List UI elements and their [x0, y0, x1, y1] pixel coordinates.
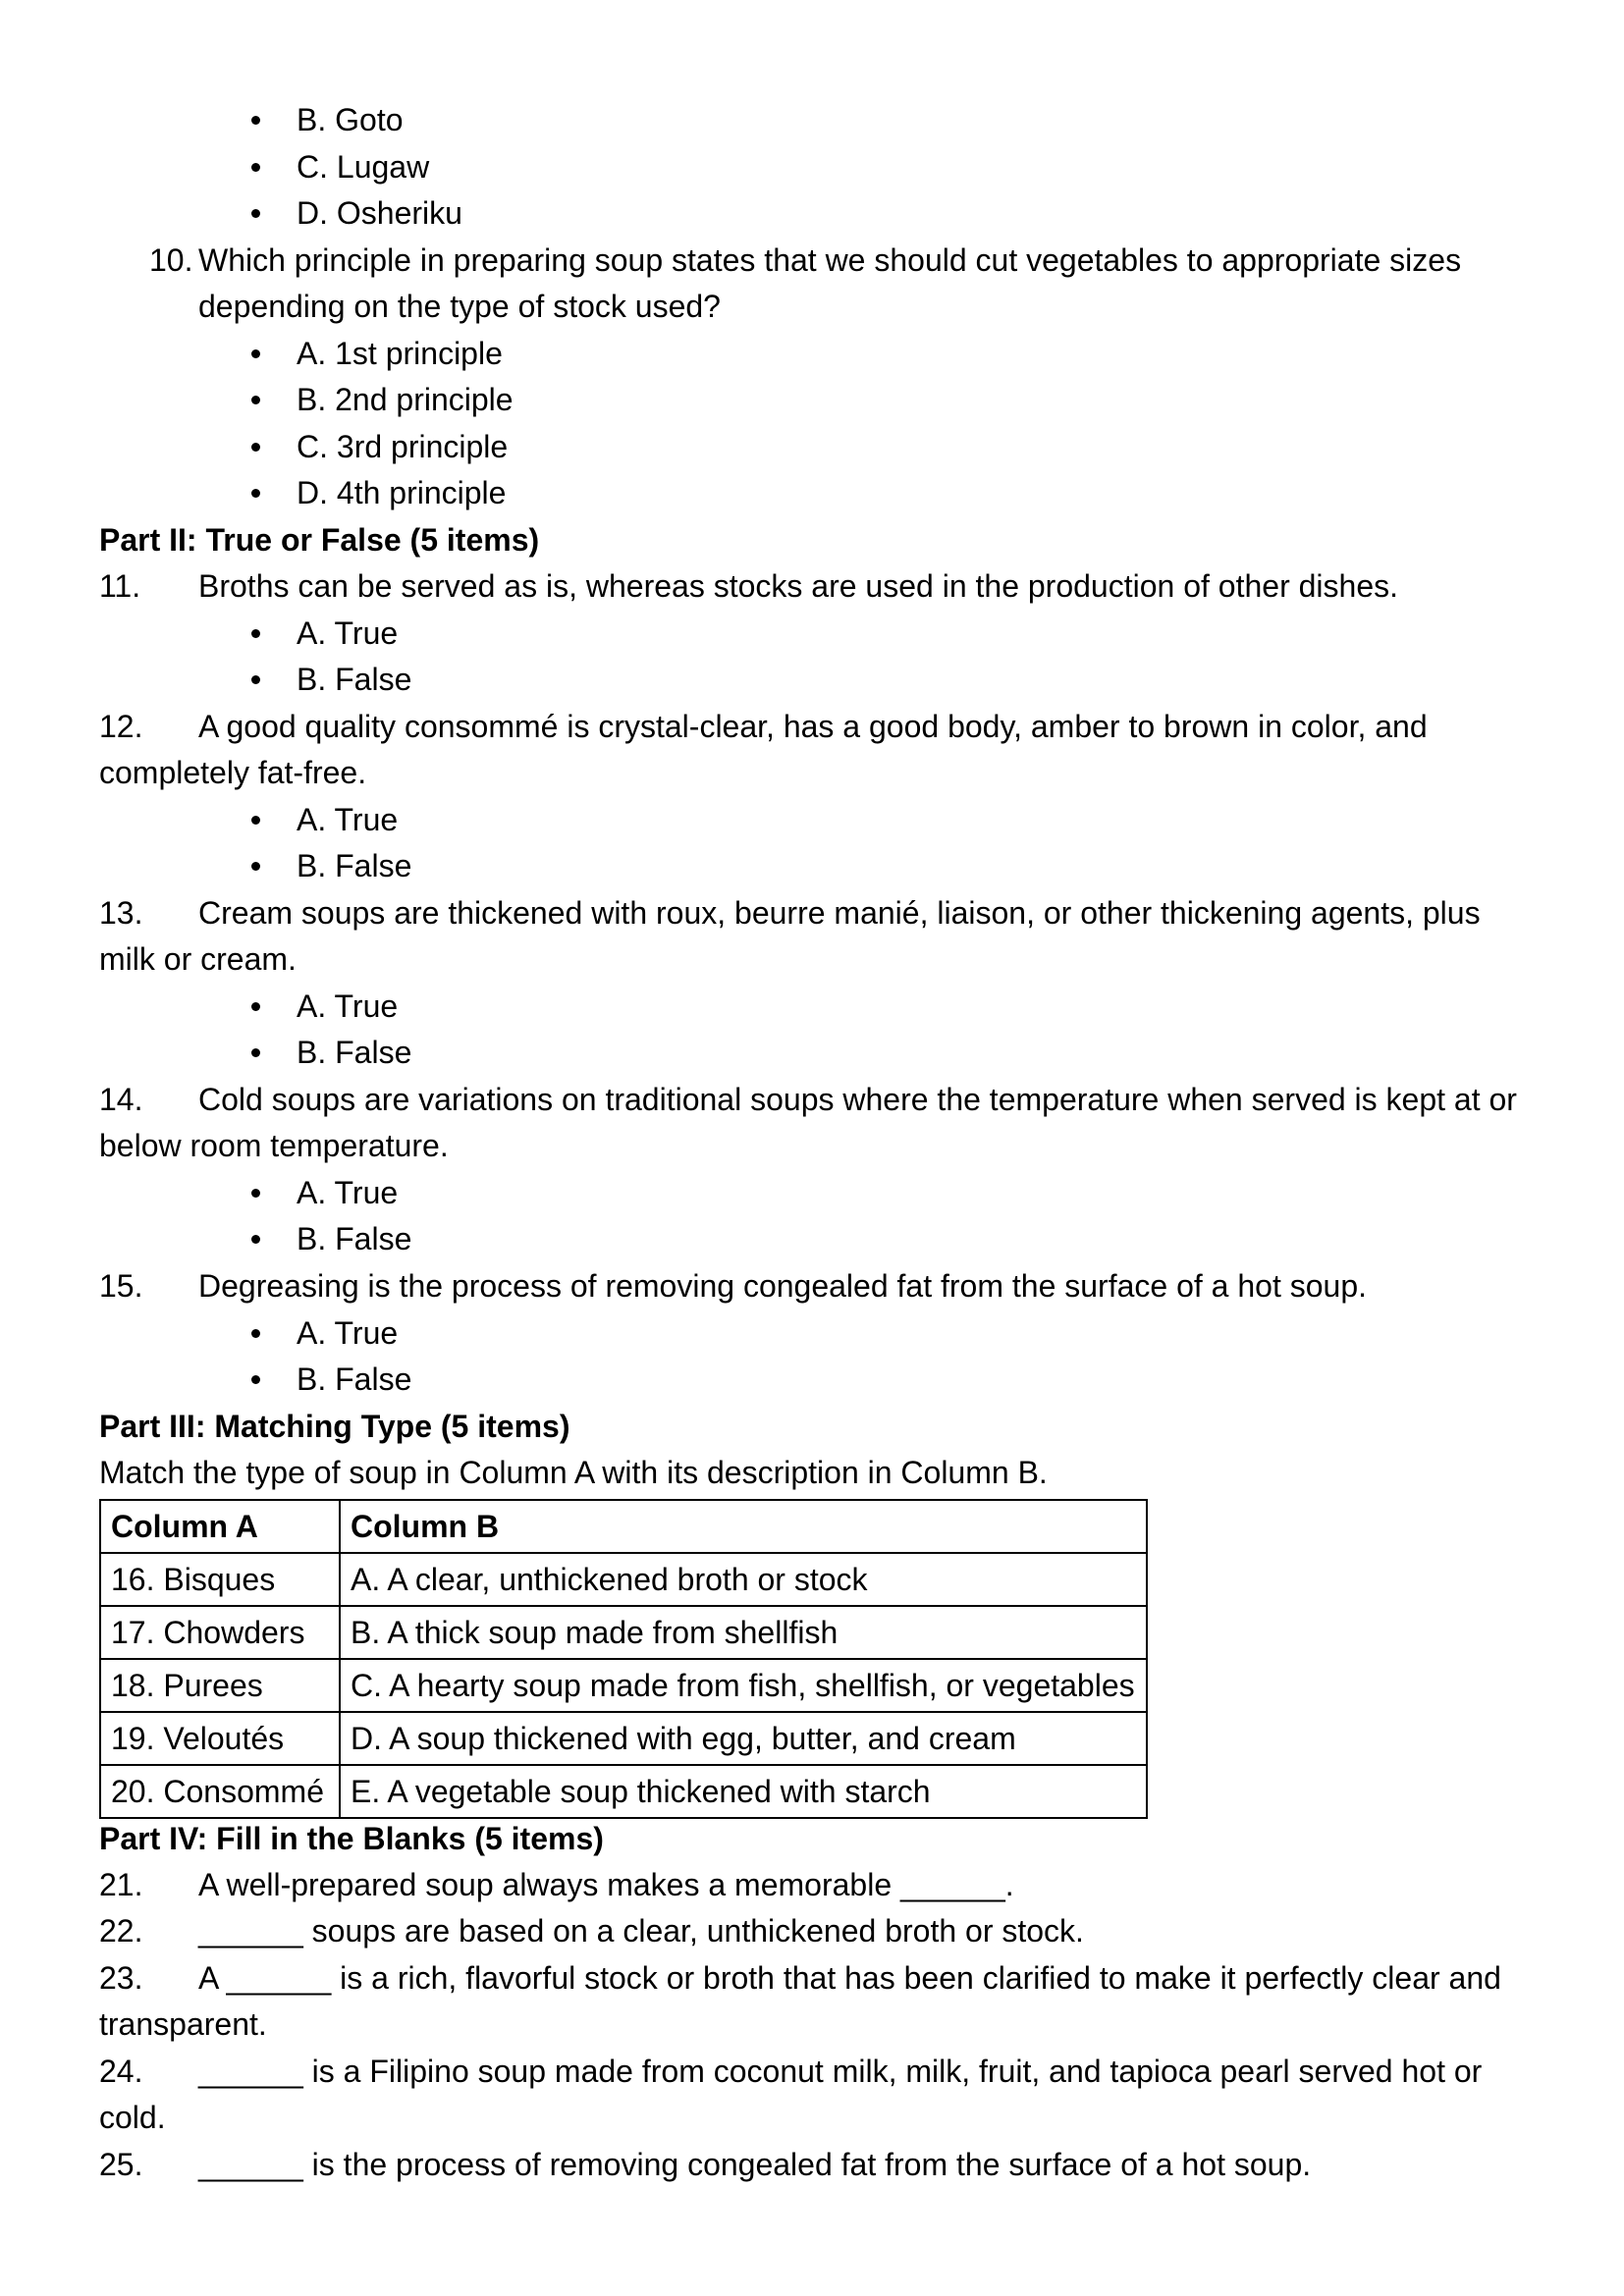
question-text-continued: depending on the type of stock used?	[198, 289, 721, 324]
question-text: A well-prepared soup always makes a memorable ______.	[198, 1867, 1014, 1902]
section-heading: Part IV: Fill in the Blanks (5 items)	[99, 1821, 604, 1856]
question-number: 10.	[149, 242, 193, 278]
column-a-cell: 16. Bisques	[100, 1553, 340, 1606]
option-item: B. Goto	[297, 102, 404, 137]
option-item: A. True	[297, 615, 399, 651]
question-number: 14.	[99, 1082, 143, 1117]
column-b-cell: D. A soup thickened with egg, butter, and cream	[340, 1712, 1147, 1765]
bullet-icon	[251, 209, 260, 218]
option-item: B. False	[297, 1221, 412, 1256]
column-a-cell: 17. Chowders	[100, 1606, 340, 1659]
question-text: Degreasing is the process of removing congealed fat from the surface of a hot soup.	[198, 1268, 1367, 1304]
question-text: ______ is a Filipino soup made from coconut milk, milk, fruit, and tapioca pearl served hot or	[198, 2054, 1483, 2089]
matching-table	[99, 1499, 1148, 1819]
column-b-cell: E. A vegetable soup thickened with starch	[340, 1765, 1147, 1818]
bullet-icon	[251, 489, 260, 498]
question-number: 15.	[99, 1268, 143, 1304]
question-text-continued: milk or cream.	[99, 941, 297, 977]
option-item: B. False	[297, 662, 412, 697]
column-a-cell: 18. Purees	[100, 1659, 340, 1712]
section-instruction: Match the type of soup in Column A with its description in Column B.	[99, 1455, 1048, 1490]
table-row	[100, 1553, 1147, 1606]
column-b-header: Column B	[340, 1500, 1147, 1553]
option-item: B. False	[297, 848, 412, 883]
option-item: C. Lugaw	[297, 149, 430, 185]
question-number: 22.	[99, 1913, 143, 1949]
bullet-icon	[251, 1048, 260, 1057]
bullet-icon	[251, 675, 260, 684]
option-item: B. 2nd principle	[297, 382, 514, 417]
option-item: D. 4th principle	[297, 475, 507, 510]
question-text: ______ soups are based on a clear, unthickened broth or stock.	[198, 1913, 1084, 1949]
question-number: 13.	[99, 895, 143, 931]
bullet-icon	[251, 1002, 260, 1011]
option-item: D. Osheriku	[297, 195, 462, 231]
bullet-icon	[251, 1375, 260, 1384]
option-item: C. 3rd principle	[297, 429, 509, 464]
bullet-icon	[251, 116, 260, 125]
question-text: Cold soups are variations on traditional soups where the temperature when served is kept at or	[198, 1082, 1517, 1117]
bullet-icon	[251, 816, 260, 825]
question-text: A good quality consommé is crystal-clear, has a good body, amber to brown in color, and	[198, 709, 1428, 744]
column-b-cell: A. A clear, unthickened broth or stock	[340, 1553, 1147, 1606]
table-row	[100, 1606, 1147, 1659]
table-row	[100, 1659, 1147, 1712]
question-text: A ______ is a rich, flavorful stock or broth that has been clarified to make it perfectly clear and	[198, 1960, 1501, 1996]
table-row	[100, 1765, 1147, 1818]
bullet-icon	[251, 1235, 260, 1244]
question-text: Cream soups are thickened with roux, beurre manié, liaison, or other thickening agents, plus	[198, 895, 1481, 931]
column-b-cell: C. A hearty soup made from fish, shellfish, or vegetables	[340, 1659, 1147, 1712]
option-item: B. False	[297, 1362, 412, 1397]
question-number: 11.	[99, 568, 141, 604]
question-text-continued: completely fat-free.	[99, 755, 367, 790]
table-header-row	[100, 1500, 1147, 1553]
question-text: Which principle in preparing soup states that we should cut vegetables to appropriate sizes	[198, 242, 1462, 278]
question-number: 12.	[99, 709, 143, 744]
bullet-icon	[251, 396, 260, 404]
bullet-icon	[251, 1189, 260, 1198]
question-text: Broths can be served as is, whereas stocks are used in the production of other dishes.	[198, 568, 1398, 604]
bullet-icon	[251, 443, 260, 452]
question-number: 25.	[99, 2147, 143, 2182]
section-heading: Part III: Matching Type (5 items)	[99, 1409, 570, 1444]
bullet-icon	[251, 1329, 260, 1338]
column-a-cell: 19. Veloutés	[100, 1712, 340, 1765]
question-text-continued: transparent.	[99, 2006, 267, 2042]
option-item: A. 1st principle	[297, 336, 503, 371]
option-item: A. True	[297, 1175, 399, 1210]
column-a-header: Column A	[100, 1500, 340, 1553]
option-item: B. False	[297, 1035, 412, 1070]
section-heading: Part II: True or False (5 items)	[99, 522, 540, 558]
bullet-icon	[251, 629, 260, 638]
column-b-cell: B. A thick soup made from shellfish	[340, 1606, 1147, 1659]
column-a-cell: 20. Consommé	[100, 1765, 340, 1818]
option-item: A. True	[297, 988, 399, 1024]
option-item: A. True	[297, 1315, 399, 1351]
question-number: 24.	[99, 2054, 143, 2089]
question-text-continued: cold.	[99, 2100, 166, 2135]
question-text-continued: below room temperature.	[99, 1128, 449, 1163]
question-number: 23.	[99, 1960, 143, 1996]
question-number: 21.	[99, 1867, 143, 1902]
bullet-icon	[251, 862, 260, 871]
bullet-icon	[251, 349, 260, 358]
option-item: A. True	[297, 802, 399, 837]
table-row	[100, 1712, 1147, 1765]
question-text: ______ is the process of removing congealed fat from the surface of a hot soup.	[198, 2147, 1312, 2182]
bullet-icon	[251, 163, 260, 172]
